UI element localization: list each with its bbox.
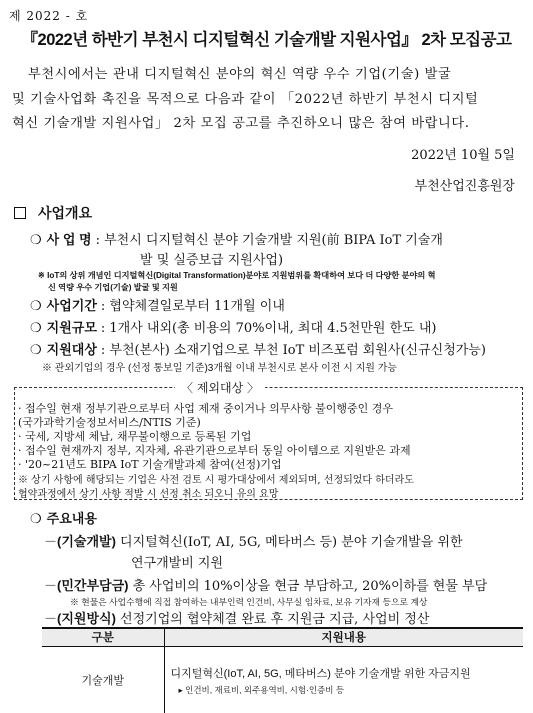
support-method-row bbox=[44, 608, 429, 627]
tech-dev-value: 디지털혁신(IoT, AI, 5G, 메타버스 등) 분야 기술개발을 위한 bbox=[115, 535, 463, 550]
document-number: 제 2022 - 호 bbox=[9, 9, 89, 23]
dash-bullet-icon: － bbox=[44, 612, 58, 627]
exclusion-item: (국가과학기술정보서비스/NTIS 기준) bbox=[18, 416, 201, 429]
tech-dev-row bbox=[44, 531, 463, 550]
exclusion-title: 〈 제외대상 〉 bbox=[175, 379, 265, 396]
circle-bullet-icon: ❍ bbox=[30, 343, 42, 358]
intro-line-2: 및 기술사업화 촉진을 목적으로 다음과 같이 「2022년 하반기 부천시 디지털 bbox=[12, 92, 479, 107]
project-name-note-1: ※ IoT의 상위 개념인 디지털혁신(Digital Transformation)분야로 지원범위를 확대하여 보다 더 다양한 분야의 혁 bbox=[38, 271, 436, 280]
exclusion-item: · 접수일 현재 정부기관으로부터 사업 제재 중이거나 의무사항 불이행중인 경우 bbox=[18, 402, 393, 415]
circle-bullet-icon: ❍ bbox=[30, 512, 42, 527]
exclusion-item: · 접수일 현재까지 정부, 지자체, 유관기관으로부터 동일 아이템으로 지원받은 과제 bbox=[18, 444, 411, 457]
support-scale-value: : 1개사 내외(총 비용의 70%이내, 최대 4.5천만원 한도 내) bbox=[100, 321, 437, 336]
support-target-value: : 부천(본사) 소재기업으로 부천 IoT 비즈포럼 회원사(신규신청가능) bbox=[100, 343, 486, 358]
private-share-note: ※ 현물은 사업수행에 직접 참여하는 내부인력 인건비, 사무실 임차료, 보유 기자재 등으로 계상 bbox=[70, 597, 428, 607]
intro-line-3: 혁신 기술개발 지원사업」 2차 모집 공고를 추진하오니 많은 참여 바랍니다. bbox=[12, 116, 470, 131]
project-name-value: : 부천시 디지털혁신 분야 기술개발 지원(前 BIPA IoT 기술개 bbox=[95, 233, 443, 248]
square-bullet-icon bbox=[14, 207, 26, 219]
dash-bullet-icon: － bbox=[44, 579, 58, 594]
exclusion-item: · 국세, 지방세 체납, 채무불이행으로 등록된 기업 bbox=[18, 430, 252, 443]
page-title: 『2022년 하반기 부천시 디지털혁신 기술개발 지원사업』 2차 모집공고 bbox=[21, 31, 512, 49]
project-name-row bbox=[30, 229, 443, 248]
table-cell-content-main: 디지털혁신(IoT, AI, 5G, 메타버스) 분야 기술개발 위한 자금지원 bbox=[170, 667, 471, 680]
circle-bullet-icon: ❍ bbox=[30, 233, 42, 248]
project-name-label: 사 업 명 bbox=[46, 232, 92, 247]
support-method-value: 선정기업의 협약체결 완료 후 지원금 지급, 사업비 정산 bbox=[115, 612, 430, 627]
exclusion-note-2: 협약과정에서 상기 사항 적발 시 선정 취소 되오니 유의 요망 bbox=[18, 489, 279, 500]
exclusion-item: · '20~21년도 BIPA IoT 기술개발과제 참여(선정)기업 bbox=[18, 458, 282, 471]
section-heading-main-content: ❍ 주요내용 bbox=[30, 511, 97, 527]
table-cell-content-sub: ▸ 인건비, 재료비, 외주용역비, 시험·인증비 등 bbox=[178, 684, 345, 695]
circle-bullet-icon: ❍ bbox=[30, 299, 42, 314]
intro-line-1: 부천시에서는 관내 디지털혁신 분야의 혁신 역량 우수 기업(기술) 발굴 bbox=[28, 67, 452, 82]
support-target-note: ※ 관외기업의 경우 (선정 통보일 기준)3개월 이내 부천시로 본사 이전 시 지원 가능 bbox=[42, 363, 398, 374]
exclusion-note-1: ※ 상기 사항에 해당되는 기업은 사전 검토 시 평가대상에서 제외되며, 선정되었다 하더라도 bbox=[18, 475, 414, 486]
support-method-key: (지원방식) bbox=[57, 611, 116, 626]
table-header-category: 구분 bbox=[42, 628, 164, 646]
support-scale-label: 지원규모 bbox=[46, 320, 97, 335]
project-period-row bbox=[30, 295, 285, 314]
private-share-row bbox=[44, 575, 487, 594]
private-share-key: (민간부담금) bbox=[57, 578, 129, 593]
project-period-value: : 협약체결일로부터 11개월 이내 bbox=[100, 299, 285, 314]
support-target-label: 지원대상 bbox=[46, 342, 97, 357]
tech-dev-key: (기술개발) bbox=[57, 534, 116, 549]
circle-bullet-icon: ❍ bbox=[30, 321, 42, 336]
announcement-date: 2022년 10월 5일 bbox=[411, 148, 515, 163]
table-header-content: 지원내용 bbox=[164, 628, 523, 646]
support-target-row bbox=[30, 339, 486, 358]
table-cell-content bbox=[164, 646, 523, 713]
table-row bbox=[42, 646, 523, 713]
table-header-row bbox=[42, 628, 523, 646]
private-share-value: 총 사업비의 10%이상을 현금 부담하고, 20%이하를 현물 부담 bbox=[128, 579, 488, 594]
issuing-organization: 부천산업진흥원장 bbox=[414, 179, 515, 194]
project-name-note-2: 신 역량 우수 기업(기술) 발굴 및 지원 bbox=[48, 283, 178, 292]
table-cell-category: 기술개발 bbox=[81, 675, 124, 688]
section-heading-overview: 사업개요 bbox=[14, 203, 92, 223]
support-scale-row bbox=[30, 317, 437, 336]
project-name-value-cont: 발 및 실증보급 지원사업) bbox=[140, 253, 284, 268]
support-table bbox=[42, 627, 523, 713]
tech-dev-value-cont: 연구개발비 지원 bbox=[131, 556, 224, 571]
project-period-label: 사업기간 bbox=[46, 298, 97, 313]
dash-bullet-icon: － bbox=[44, 535, 58, 550]
